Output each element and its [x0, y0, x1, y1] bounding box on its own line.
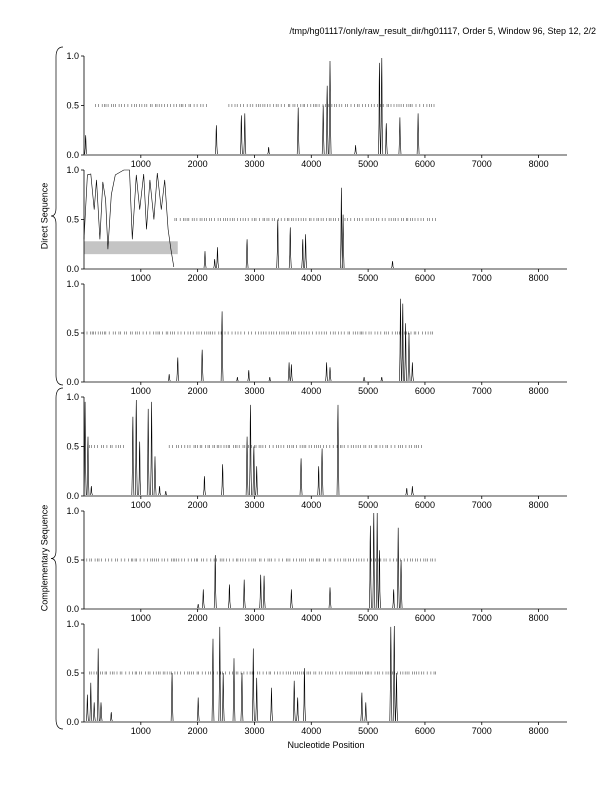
x-tick-label: 7000 [471, 500, 492, 510]
series-peak [246, 239, 248, 268]
series-peak [322, 106, 324, 155]
x-tick-label: 5000 [358, 273, 379, 283]
series-peak [326, 362, 328, 381]
series-peak [86, 695, 88, 721]
panel-6 [66, 619, 567, 736]
series-peak [228, 585, 230, 609]
series-peak [132, 417, 134, 495]
series-peak [252, 649, 254, 722]
x-tick-label: 1000 [130, 386, 151, 396]
series-peak [248, 370, 250, 381]
series-peak [355, 145, 357, 154]
x-tick-label: 5000 [358, 613, 379, 623]
x-tick-label: 8000 [528, 273, 549, 283]
x-tick-label: 2000 [187, 726, 208, 736]
series-peak [289, 227, 291, 268]
rug-ticks [95, 104, 434, 107]
series-peak [90, 486, 92, 495]
series-peak [277, 220, 279, 269]
series-peak [340, 188, 342, 268]
series-peak [197, 698, 199, 722]
series-peak [221, 311, 223, 381]
series-peak [290, 589, 292, 608]
series-peak [177, 358, 179, 382]
series-peak [204, 251, 206, 268]
series-peak [297, 108, 299, 155]
series-peak [329, 61, 331, 154]
y-tick-label: 0.0 [66, 604, 79, 614]
series-peak [396, 673, 398, 721]
series-peak [135, 400, 137, 495]
series-peak [154, 456, 156, 495]
series-peak [400, 560, 402, 608]
x-tick-label: 4000 [301, 726, 322, 736]
series-peak [305, 234, 307, 268]
series-peak [90, 683, 92, 721]
x-tick-label: 7000 [471, 159, 492, 169]
series-peak [256, 466, 258, 495]
series-peak [288, 362, 290, 381]
y-tick-label: 1.0 [66, 392, 79, 402]
series-peak [269, 377, 271, 381]
y-tick-label: 0.5 [66, 214, 79, 225]
series-peak [369, 526, 371, 608]
x-tick-label: 3000 [244, 386, 265, 396]
x-tick-label: 7000 [471, 726, 492, 736]
y-tick-label: 1.0 [66, 506, 79, 516]
y-tick-label: 0.5 [66, 328, 79, 338]
series-peak [381, 58, 383, 154]
series-peak [243, 580, 245, 608]
series-peak [100, 702, 102, 721]
series-peak [151, 402, 153, 495]
x-tick-label: 6000 [414, 273, 435, 283]
series-peak [202, 589, 204, 608]
series-peak [165, 491, 167, 495]
series-peak [215, 125, 217, 154]
group-brace-complementary [51, 388, 63, 729]
x-tick-label: 6000 [414, 500, 435, 510]
series-peak [376, 513, 378, 608]
y-tick-label: 0.5 [66, 441, 79, 452]
series-peak [263, 576, 265, 608]
series-peak [250, 405, 252, 495]
series-peak [87, 437, 89, 495]
series-peak [297, 698, 299, 722]
x-tick-label: 1000 [130, 613, 151, 623]
y-tick-label: 0.0 [66, 491, 79, 501]
series-peak [246, 437, 248, 495]
series-peak [408, 333, 410, 381]
panel-5 [66, 506, 567, 623]
x-tick-label: 7000 [471, 613, 492, 623]
series-peak [244, 113, 246, 154]
series-peak [253, 447, 255, 496]
x-tick-label: 8000 [528, 726, 549, 736]
figure-header: /tmp/hg01117/only/raw_result_dir/hg01117, Order 5, Window 96, Step 12, 2/2 [289, 26, 596, 36]
series-peak [236, 377, 238, 381]
series-peak [260, 575, 262, 608]
series-peak [256, 678, 258, 721]
series-peak [329, 587, 331, 608]
y-tick-label: 1.0 [66, 165, 79, 175]
series-peak [304, 668, 306, 721]
series-peak [271, 688, 273, 721]
series-peak [159, 486, 161, 495]
x-tick-label: 4000 [301, 159, 322, 169]
group-label-direct: Direct Sequence [38, 182, 49, 250]
series-peak [222, 673, 224, 721]
x-tick-label: 4000 [301, 613, 322, 623]
x-tick-label: 4000 [301, 273, 322, 283]
series-peak [365, 702, 367, 721]
x-tick-label: 5000 [358, 500, 379, 510]
x-tick-label: 2000 [187, 159, 208, 169]
series-peak [201, 350, 203, 381]
series-peak [321, 449, 323, 496]
y-tick-label: 0.0 [66, 150, 79, 160]
x-tick-label: 5000 [358, 386, 379, 396]
x-tick-label: 3000 [244, 726, 265, 736]
x-tick-label: 7000 [471, 386, 492, 396]
series-peak [214, 259, 216, 268]
series-peak [399, 117, 401, 154]
series-peak [393, 589, 395, 608]
series-peak [406, 488, 408, 495]
y-tick-label: 1.0 [66, 51, 79, 61]
series-peak [84, 402, 86, 495]
series-peak [361, 693, 363, 721]
series-peak [293, 681, 295, 721]
rug-ticks [90, 672, 436, 675]
series-peak [300, 458, 302, 495]
series-peak [97, 649, 99, 722]
rug-ticks [84, 332, 433, 335]
y-tick-label: 0.5 [66, 555, 79, 565]
x-tick-label: 7000 [471, 273, 492, 283]
series-peak [268, 147, 270, 154]
x-tick-label: 8000 [528, 159, 549, 169]
y-tick-label: 0.5 [66, 668, 79, 678]
y-tick-label: 0.0 [66, 377, 79, 387]
series-peak [85, 135, 87, 154]
x-tick-label: 4000 [301, 386, 322, 396]
x-tick-label: 1000 [130, 273, 151, 283]
series-peak [411, 486, 413, 495]
x-tick-label: 2000 [187, 273, 208, 283]
series-peak [147, 409, 149, 495]
series-peak [93, 702, 95, 721]
series-peak [390, 627, 392, 721]
x-tick-label: 5000 [358, 726, 379, 736]
series-peak [240, 115, 242, 154]
series-peak [392, 261, 394, 268]
x-tick-label: 5000 [358, 159, 379, 169]
x-tick-label: 3000 [244, 159, 265, 169]
shaded-region [84, 241, 178, 254]
series-peak [290, 364, 292, 381]
x-tick-label: 8000 [528, 613, 549, 623]
series-peak [381, 377, 383, 381]
series-peak [342, 215, 344, 268]
series-peak [233, 658, 235, 721]
series-peak [402, 304, 404, 381]
x-tick-label: 8000 [528, 500, 549, 510]
series-peak [397, 528, 399, 608]
series-peak [363, 377, 365, 381]
series-peak [337, 405, 339, 495]
rug-ticks [175, 218, 436, 221]
series-peak [302, 239, 304, 268]
series-peak [168, 374, 170, 381]
x-tick-label: 6000 [414, 159, 435, 169]
x-tick-label: 1000 [130, 726, 151, 736]
x-tick-label: 2000 [187, 386, 208, 396]
series-peak [329, 367, 331, 381]
series-peak [318, 466, 320, 495]
y-tick-label: 1.0 [66, 619, 79, 629]
y-tick-label: 0.0 [66, 264, 79, 274]
series-peak [217, 247, 219, 268]
series-peak [203, 476, 205, 495]
series-peak [241, 673, 243, 721]
panel-3 [66, 279, 567, 396]
panel-1 [66, 51, 567, 169]
series-peak [212, 639, 214, 721]
x-tick-label: 4000 [301, 500, 322, 510]
group-label-complementary: Complementary Sequence [38, 504, 49, 612]
x-tick-label: 3000 [244, 273, 265, 283]
series-peak [385, 123, 387, 154]
series-peak [197, 604, 199, 608]
x-tick-label: 8000 [528, 386, 549, 396]
y-tick-label: 0.0 [66, 717, 79, 727]
x-tick-label: 6000 [414, 613, 435, 623]
series-peak [171, 673, 173, 721]
x-axis-label: Nucleotide Position [287, 740, 365, 750]
series-peak [139, 442, 141, 495]
y-tick-label: 1.0 [66, 279, 79, 289]
panel-4 [66, 392, 567, 510]
x-tick-label: 1000 [130, 159, 151, 169]
series-peak [214, 555, 216, 608]
x-tick-label: 3000 [244, 500, 265, 510]
series-peak [326, 86, 328, 154]
x-tick-label: 2000 [187, 500, 208, 510]
x-tick-label: 6000 [414, 726, 435, 736]
series-peak [411, 362, 413, 381]
rug-ticks [84, 559, 435, 562]
series-peak [222, 464, 224, 495]
x-tick-label: 2000 [187, 613, 208, 623]
series-peak [110, 712, 112, 721]
series-peak [400, 299, 402, 381]
x-tick-label: 3000 [244, 613, 265, 623]
panel-2 [66, 165, 567, 283]
series-peak [379, 63, 381, 154]
x-tick-label: 6000 [414, 386, 435, 396]
x-tick-label: 1000 [130, 500, 151, 510]
y-tick-label: 0.5 [66, 100, 79, 111]
group-brace-direct [51, 47, 63, 385]
series-peak [417, 113, 419, 154]
